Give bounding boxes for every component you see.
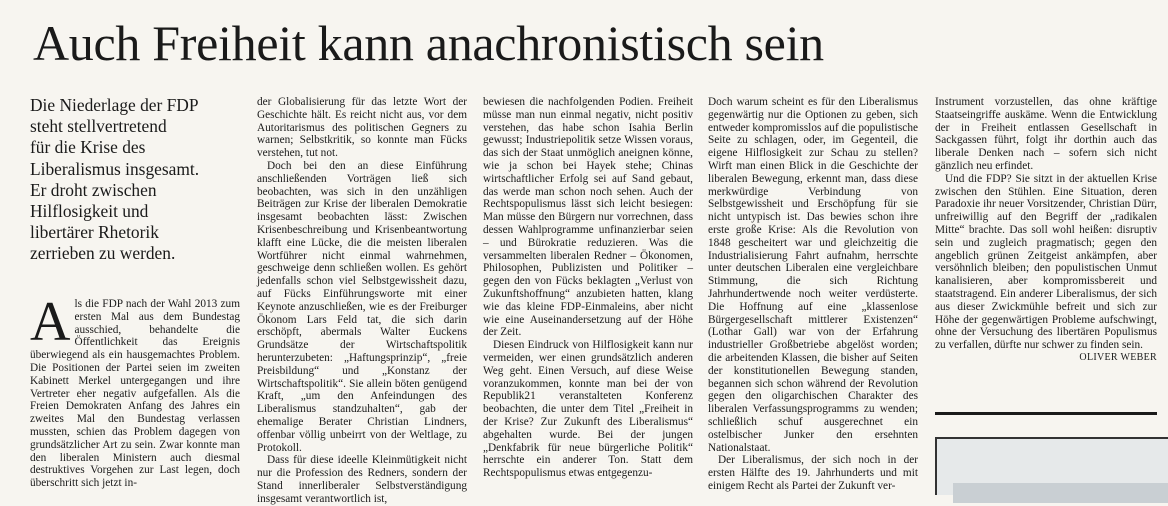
dropcap: A	[30, 291, 71, 353]
lead-line: für die Krise des	[30, 137, 146, 158]
photo-content	[953, 483, 1168, 503]
col4-paragraph: Der Liberalismus, der sich noch in der ersten Hälfte des 19. Jahrhunderts und mit einigem Recht als Partei der Zukunft ver-	[708, 454, 918, 492]
lead-line: Liberalismus insgesamt.	[30, 158, 200, 179]
col2-paragraph: Doch bei den an diese Einführung anschließenden Vorträgen ließ sich beobachten, was sich in den unzähligen Beiträgen zur Krise der liberalen Demokratie insgesamt beobachten lässt: Zwischen Krisenbeschreibung und Krisenbeantwortung klafft eine Lücke, die die meisten liberalen Wortführer nicht einmal wahrnehmen, geschweige denn schließen wollen. Es gehört jedenfalls schon viel Selbstgewissheit dazu, auf Fücks Einführungsworte mit einer Keynote anzuschließen, wie es der Freiburger Ökonom Lars Feld tat, die sich darin erschöpft, abermals Walter Euckens Grundsätze der Wirtschaftspolitik herunterzubeten: „Haftungsprinzip“, „freie Preisbildung“ und „Konstanz der Wirtschaftspolitik“. Sie allein böten genügend Kraft, „um den Anfeindungen des Liberalismus standzuhalten“, gab der ehemalige Berater Christian Lindners, offenbar völlig unbeirrt von der Weltlage, zu Protokoll.	[257, 159, 467, 454]
column-3	[483, 96, 693, 480]
author-byline: OLIVER WEBER	[1079, 351, 1157, 363]
section-rule	[935, 412, 1157, 415]
photo-thumbnail[interactable]	[935, 437, 1168, 495]
col2-paragraph: Dass für diese ideelle Kleinmütigkeit nicht nur die Profession des Redners, sondern der Stand innerliberaler Selbstverständigung insgesamt verantwortlich ist,	[257, 454, 467, 505]
col1-paragraph: Als die FDP nach der Wahl 2013 zum ersten Mal aus dem Bundestag ausschied, behandelte die Öffentlichkeit das Ereignis überwiegend als ein hausgemachtes Problem. Die Positionen der Partei seien im zweiten Kabinett Merkel untergegangen und ihre Vertreter eher negativ aufgefallen. Als die Freien Demokraten Anfang des Jahres ein zweites Mal den Bundestag verlassen mussten, schien das Problem dagegen von grundsätzlicher Art zu sein. Zwar konnte man den liberalen Ministern auch diesmal destruktives Vorgehen zur Last legen, doch überschritt sich jetzt in-	[30, 291, 240, 490]
col5-paragraph: Und die FDP? Sie sitzt in der aktuellen Krise zwischen den Stühlen. Eine Situation, deren Paradoxie ihr neuer Vorsitzender, Christian Dürr, unfreiwillig auf den Begriff der „radikalen Mitte“ brachte. Das soll wohl heißen: disruptiv sein und zugleich pragmatisch; gegen den angeblich grünen Zeitgeist ankämpfen, aber versöhnlich bleiben; den populistischen Unmut kanalisieren, aber kompromissbereit und staatstragend. Ein anderer Liberalismus, der sich aus dieser Zwickmühle befreit und sich zur Höhe der gegenwärtigen Probleme aufschwingt, ohne der Versuchung des libertären Populismus zu verfallen, dürfte nur schwer zu finden sein. OLIVER WEBER	[935, 172, 1157, 363]
lead-line: Er droht zwischen	[30, 179, 157, 200]
col3-paragraph: bewiesen die nachfolgenden Podien. Freiheit müsse man nun einmal negativ, nicht positiv verstehen, das habe schon Isahia Berlin gewusst; Industriepolitik setze Wissen voraus, das sich der Staat unmöglich aneignen könne, wie ja schon bei Hayek stehe; Chinas wirtschaftlicher Erfolg sei auf Sand gebaut, das werde man schon noch sehen. Auch der Rechtspopulismus lässt sich leicht besiegen: Man müsse den Bürgern nur vorrechnen, dass dessen Wahlprogramme unfinanzierbar seien – und Bürokratie reduzieren. Was die versammelten liberalen Redner – Ökonomen, Philosophen, Publizisten und Politiker – gegen den von Fücks beklagten „Verlust von Zukunftshoffnung“ anzubieten hatten, klang wie das kleine FDP-Einmaleins, aber nicht wie eine Auseinandersetzung auf der Höhe der Zeit.	[483, 96, 693, 339]
headline: Auch Freiheit kann anachronistisch sein	[33, 15, 824, 71]
col5-paragraph: Instrument vorzustellen, das ohne kräftige Staatseingriffe auskäme. Wenn die Entwicklung der in Freiheit entlassen Gesellschaft in Sackgassen führt, folgt ihr dorthin auch das liberale Denken nach – sofern sich nicht gänzlich neu erfindet.	[935, 96, 1157, 172]
column-5	[935, 96, 1157, 365]
lead-paragraph	[30, 95, 235, 265]
lead-line: zerrieben zu werden.	[30, 243, 176, 264]
lead-line: libertärer Rhetorik	[30, 222, 159, 243]
col4-paragraph: Doch warum scheint es für den Liberalismus gegenwärtig nur die Optionen zu geben, sich entweder kompromisslos auf die populistische Seite zu schlagen, oder, im Gegenteil, die eigene Hilflosigkeit zur Schau zu stellen? Wirft man einen Blick in die Geschichte der liberalen Bewegung, erkennt man, dass diese merkwürdige Verbindung von Selbstgewissheit und Erschöpfung für sie nicht untypisch ist. Das bewies schon ihre erste große Krise: Als die Revolution von 1848 gescheitert war und gleichzeitig die Industrialisierung Fahrt aufnahm, herrschte unter deutschen Liberalen eine vergleichbare Stimmung, die sich Richtung Jahrhundertwende noch weiter verdüsterte. Die Hoffnung auf eine „klassenlose Bürgergesellschaft mittlerer Existenzen“ (Lothar Gall) war von der Erfahrung industrieller Großbetriebe abgelöst worden; die arbeitenden Klassen, die bisher auf Seiten der konstitutionellen Bewegung standen, begannen sich schon während der Revolution gegen den oligarchischen Charakter des liberalen Verfassungsprogramms zu wenden; schließlich schuf ausgerechnet ein ostelbischer Junker den ersehnten Nationalstaat.	[708, 96, 918, 454]
column-1	[30, 291, 240, 490]
column-4	[708, 96, 918, 493]
col2-paragraph: der Globalisierung für das letzte Wort der Geschichte hält. Es reicht nicht aus, vor dem Autoritarismus des politischen Gegners zu warnen; Selbstkritik, so konnte man Fücks verstehen, tut not.	[257, 96, 467, 160]
lead-line: Hilflosigkeit und	[30, 201, 149, 222]
lead-line: steht stellvertretend	[30, 116, 167, 137]
col3-paragraph: Diesen Eindruck von Hilflosigkeit kann nur vermeiden, wer einen grundsätzlich anderen Weg geht. Einen Versuch, auf diese Weise voranzukommen, konnte man bei der von Republik21 veranstalteten Konferenz beobachten, die unter dem Titel „Freiheit in der Krise? Zur Zukunft des Liberalismus“ abgehalten wurde. Bei der jungen „Denkfabrik für neue bürgerliche Politik“ herrschte ein anderer Ton. Statt dem Rechtspopulismus etwas entgegenzu-	[483, 339, 693, 480]
lead-line: Die Niederlage der FDP	[30, 95, 199, 115]
column-2	[257, 96, 467, 506]
